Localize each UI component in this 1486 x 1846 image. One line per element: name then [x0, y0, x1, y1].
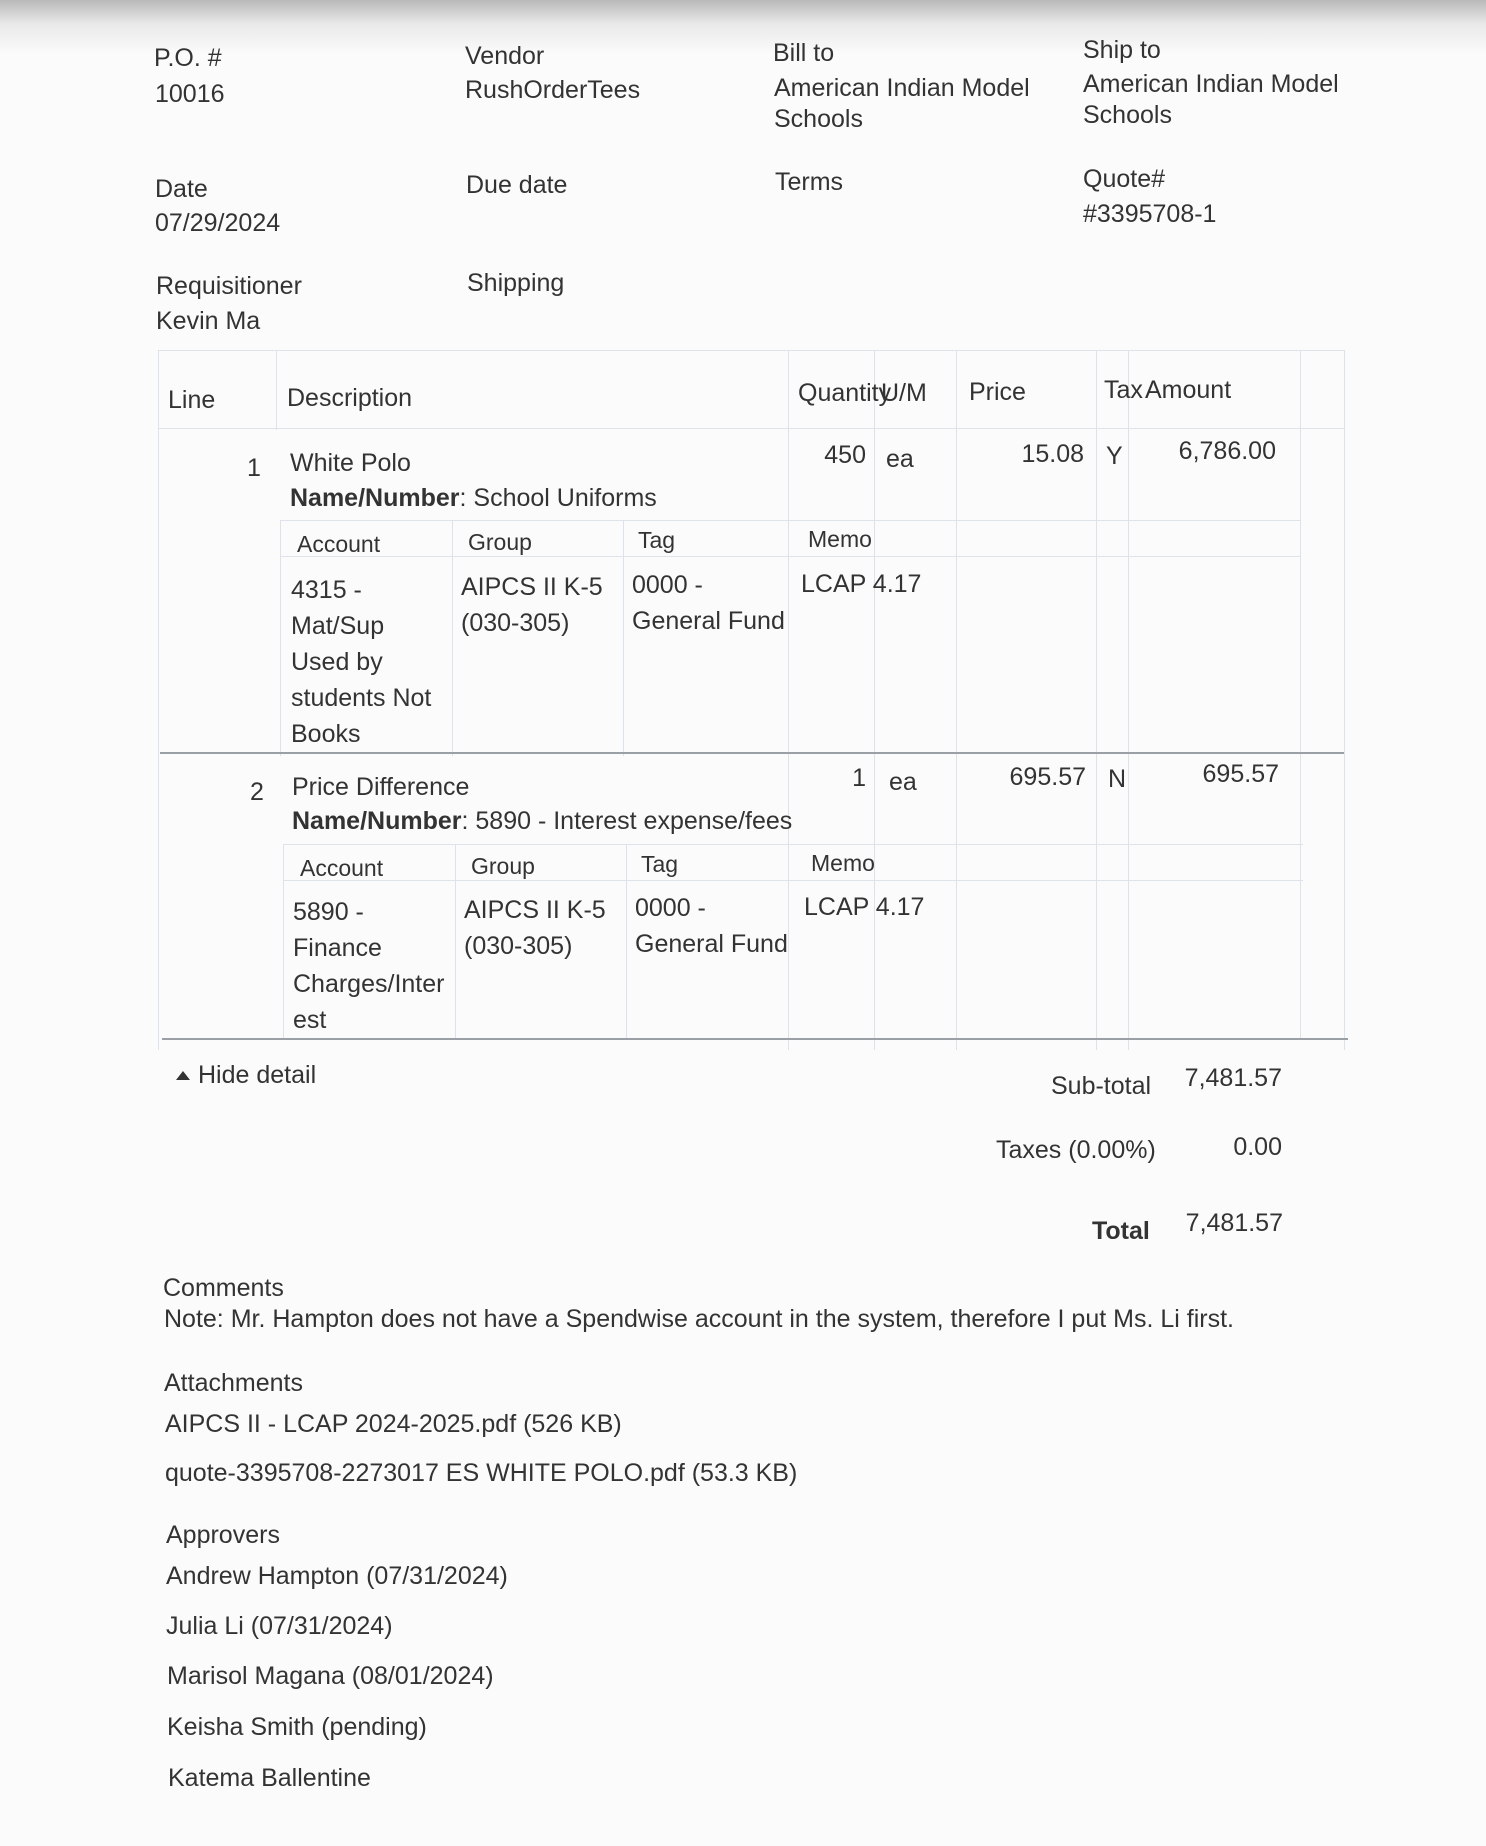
item-um: ea	[886, 445, 914, 473]
line-number: 1	[247, 454, 261, 482]
tag-cell	[635, 890, 788, 962]
tag-line: General Fund	[632, 607, 785, 635]
col-divider-line	[276, 350, 277, 430]
name-number-value: 5890 - Interest expense/fees	[475, 807, 793, 835]
requisitioner-name: Kevin Ma	[156, 307, 261, 335]
group-cell	[461, 569, 603, 641]
group-line: AIPCS II K-5	[461, 573, 603, 601]
vendor-label: Vendor	[465, 42, 545, 70]
requisitioner-label: Requisitioner	[156, 272, 302, 300]
memo-cell: LCAP 4.17	[801, 570, 922, 598]
quote-label: Quote#	[1083, 165, 1166, 193]
item-amount: 695.57	[1202, 760, 1279, 788]
item-um: ea	[889, 768, 917, 796]
table-right-border	[1344, 350, 1345, 1050]
item-amount: 6,786.00	[1178, 437, 1276, 465]
approver-item: Julia Li (07/31/2024)	[166, 1612, 393, 1640]
account-cell	[291, 572, 431, 752]
subcol-left-border	[283, 844, 284, 1040]
ship-to-line1: American Indian Model	[1083, 70, 1339, 98]
table-left-border	[158, 350, 159, 1050]
line-item-separator	[160, 752, 1344, 754]
approvers-label: Approvers	[166, 1521, 280, 1549]
subheader-group: Group	[471, 853, 535, 879]
group-line: (030-305)	[464, 932, 573, 960]
subheader-tag: Tag	[638, 527, 676, 553]
subheader-memo: Memo	[808, 526, 872, 552]
account-line: 4315 -	[291, 576, 362, 604]
group-cell	[464, 892, 606, 964]
name-number-value: School Uniforms	[473, 484, 657, 512]
item-price: 695.57	[1009, 763, 1086, 791]
subtable-top-border	[280, 520, 1300, 521]
col-header-price: Price	[969, 378, 1026, 406]
hide-detail-label: Hide detail	[198, 1061, 317, 1089]
comments-label: Comments	[163, 1274, 284, 1302]
tag-line: General Fund	[635, 930, 788, 958]
approver-item: Andrew Hampton (07/31/2024)	[166, 1562, 508, 1590]
table-inner-right-border	[1300, 350, 1301, 1040]
table-bottom-border	[162, 1038, 1348, 1040]
item-description: Price Difference	[292, 773, 470, 801]
item-quantity: 450	[824, 441, 866, 469]
bill-to-line2: Schools	[774, 105, 863, 133]
col-divider-um	[956, 350, 957, 1050]
vendor-name: RushOrderTees	[465, 76, 641, 104]
item-tax: N	[1108, 765, 1127, 793]
table-top-border	[158, 350, 1344, 351]
approver-item: Keisha Smith (pending)	[167, 1713, 427, 1741]
taxes-value: 0.00	[1233, 1133, 1282, 1161]
subheader-memo: Memo	[811, 850, 875, 876]
account-line: Finance	[293, 934, 382, 962]
item-description: White Polo	[290, 449, 411, 477]
line-number: 2	[250, 778, 264, 806]
item-name-number: Name/Number: 5890 - Interest expense/fees	[292, 807, 793, 835]
col-divider-tax	[1128, 350, 1129, 1050]
subcol-divider-group	[626, 844, 627, 1040]
col-divider-description	[788, 350, 789, 1050]
col-header-amount: Amount	[1145, 376, 1232, 404]
attachment-link[interactable]: quote-3395708-2273017 ES WHITE POLO.pdf (53.3 KB)	[165, 1459, 798, 1487]
bill-to-line1: American Indian Model	[774, 74, 1030, 102]
name-number-label: Name/Number	[292, 807, 462, 835]
ship-to-line2: Schools	[1083, 101, 1172, 129]
due-date-label: Due date	[466, 171, 568, 199]
account-line: 5890 -	[293, 898, 364, 926]
subheader-tag: Tag	[641, 851, 679, 877]
account-cell	[293, 894, 444, 1038]
comments-text: Note: Mr. Hampton does not have a Spendwise account in the system, therefore I put Ms. Li first.	[164, 1305, 1234, 1333]
subheader-account: Account	[300, 855, 384, 881]
header-row-bottom	[158, 428, 1344, 429]
subheader-group: Group	[468, 529, 532, 555]
total-value: 7,481.57	[1185, 1209, 1283, 1237]
subtable-header-bottom	[280, 556, 1300, 557]
item-name-number: Name/Number: School Uniforms	[290, 484, 657, 512]
group-line: AIPCS II K-5	[464, 896, 606, 924]
account-line: Books	[291, 720, 361, 748]
name-number-label: Name/Number	[290, 484, 460, 512]
terms-label: Terms	[775, 168, 844, 196]
account-line: Used by	[291, 648, 383, 676]
item-quantity: 1	[852, 764, 866, 792]
col-header-line: Line	[168, 386, 216, 414]
subcol-divider-account	[452, 520, 453, 756]
account-line: Charges/Inter	[293, 970, 445, 998]
subtotal-value: 7,481.57	[1184, 1064, 1282, 1092]
po-number: 10016	[155, 80, 225, 108]
col-header-um: U/M	[881, 379, 927, 407]
po-label: P.O. #	[154, 44, 222, 72]
subcol-left-border	[280, 520, 281, 756]
date-label: Date	[155, 175, 208, 203]
account-line: students Not	[291, 684, 432, 712]
total-label: Total	[1092, 1217, 1150, 1245]
hide-detail-toggle[interactable]	[176, 1057, 316, 1093]
tag-line: 0000 -	[632, 571, 703, 599]
attachments-label: Attachments	[164, 1369, 303, 1397]
item-price: 15.08	[1021, 440, 1084, 468]
tag-cell	[632, 567, 785, 639]
item-tax: Y	[1106, 442, 1123, 470]
page-top-shadow	[0, 0, 1486, 54]
ship-to-label: Ship to	[1083, 36, 1161, 64]
subcol-divider-account	[455, 844, 456, 1040]
quote-number: #3395708-1	[1083, 200, 1217, 228]
col-header-description: Description	[287, 384, 413, 412]
subcol-divider-group	[623, 520, 624, 756]
account-line: Mat/Sup	[291, 612, 385, 640]
subtable-header-bottom	[283, 880, 1303, 881]
attachment-link[interactable]: AIPCS II - LCAP 2024-2025.pdf (526 KB)	[165, 1410, 622, 1438]
approver-item: Marisol Magana (08/01/2024)	[167, 1662, 494, 1690]
account-line: est	[293, 1006, 327, 1034]
bill-to-label: Bill to	[773, 39, 835, 67]
memo-cell: LCAP 4.17	[804, 893, 925, 921]
shipping-label: Shipping	[467, 269, 565, 297]
group-line: (030-305)	[461, 609, 570, 637]
taxes-label: Taxes (0.00%)	[996, 1136, 1156, 1164]
col-divider-quantity	[874, 350, 875, 1050]
date-value: 07/29/2024	[155, 209, 281, 237]
col-header-quantity: Quantity	[798, 379, 892, 407]
subheader-account: Account	[297, 531, 381, 557]
subtotal-label: Sub-total	[1051, 1072, 1152, 1100]
col-divider-price	[1096, 350, 1097, 1050]
caret-up-icon	[176, 1071, 190, 1080]
approver-item: Katema Ballentine	[168, 1764, 371, 1792]
subtable-top-border	[283, 844, 1303, 845]
tag-line: 0000 -	[635, 894, 706, 922]
col-header-tax: Tax	[1104, 376, 1143, 404]
